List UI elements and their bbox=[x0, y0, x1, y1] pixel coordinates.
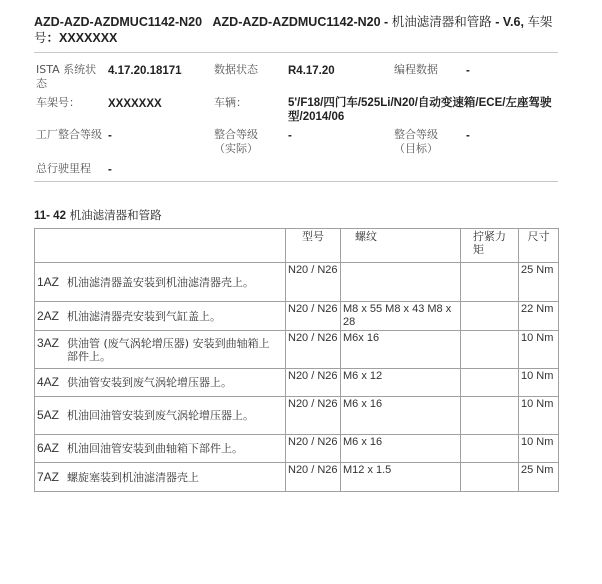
factory-level-label: 工厂整合等级 bbox=[36, 128, 102, 141]
table-row bbox=[35, 302, 559, 331]
row-position: 2AZ bbox=[37, 308, 60, 323]
row-torque bbox=[461, 331, 519, 369]
section-number: 11- 42 bbox=[34, 210, 66, 222]
row-description: 供油管 (废气涡轮增压器) 安装到曲轴箱上部件上。 bbox=[67, 336, 270, 363]
section-name: 机油滤清器和管路 bbox=[69, 208, 162, 222]
vehicle-label: 车辆： bbox=[214, 96, 247, 109]
row-size: 10 Nm bbox=[519, 331, 559, 369]
ista-label: ISTA 系统状态 bbox=[36, 63, 97, 90]
row-torque bbox=[461, 302, 519, 331]
row-model: N20 / N26 bbox=[286, 302, 341, 331]
row-description-cell bbox=[35, 263, 286, 302]
chassis-value: XXXXXXX bbox=[108, 98, 162, 110]
programming-value: - bbox=[466, 65, 470, 77]
info-divider bbox=[34, 181, 558, 182]
actual-level-label: 整合等级（实际） bbox=[214, 128, 258, 155]
row-position: 6AZ bbox=[37, 441, 60, 455]
row-description: 机油回油管安装到曲轴箱下部件上。 bbox=[67, 442, 243, 455]
table-row bbox=[35, 263, 559, 302]
row-position: 1AZ bbox=[37, 274, 60, 289]
row-size: 25 Nm bbox=[519, 263, 559, 302]
title-part-2: AZD-AZD-AZDMUC1142-N20 - bbox=[212, 15, 389, 29]
title-chassis-label: 车架号 bbox=[34, 15, 553, 45]
row-description-cell bbox=[35, 331, 286, 369]
header-thread: 螺纹 bbox=[341, 229, 461, 263]
target-level-label: 整合等级（目标） bbox=[394, 128, 438, 155]
actual-level-value: - bbox=[288, 130, 292, 142]
row-model: N20 / N26 bbox=[286, 369, 341, 397]
header-description bbox=[35, 229, 286, 263]
row-position: 5AZ bbox=[37, 408, 60, 422]
table-row bbox=[35, 435, 559, 463]
title-part-3: - V.6, bbox=[491, 15, 524, 29]
row-thread: M12 x 1.5 bbox=[341, 463, 461, 492]
title-chassis-value: ：XXXXXXX bbox=[46, 31, 118, 45]
row-thread: M6 x 16 bbox=[341, 435, 461, 463]
row-model: N20 / N26 bbox=[286, 463, 341, 492]
row-size: 10 Nm bbox=[519, 435, 559, 463]
row-torque bbox=[461, 263, 519, 302]
row-description-cell bbox=[35, 435, 286, 463]
table-row bbox=[35, 397, 559, 435]
table-row bbox=[35, 331, 559, 369]
page-title bbox=[34, 14, 568, 46]
row-torque bbox=[461, 435, 519, 463]
title-divider bbox=[34, 52, 558, 53]
row-thread: M8 x 55 M8 x 43 M8 x 28 bbox=[341, 302, 461, 331]
table-row bbox=[35, 369, 559, 397]
data-status-label: 数据状态 bbox=[214, 63, 258, 76]
row-description: 机油滤清器壳安装到气缸盖上。 bbox=[67, 309, 221, 323]
row-thread: M6x 16 bbox=[341, 331, 461, 369]
header-model: 型号 bbox=[286, 229, 341, 263]
row-torque bbox=[461, 369, 519, 397]
torque-spec-table bbox=[34, 228, 559, 492]
vehicle-value: 5'/F18/四门车/525Li/N20/自动变速箱/ECE/左座驾驶型/2014/06 bbox=[288, 97, 552, 123]
target-level-value: - bbox=[466, 130, 470, 142]
row-description-cell bbox=[35, 463, 286, 492]
mileage-value: - bbox=[108, 164, 112, 176]
header-torque: 拧紧力矩 bbox=[461, 229, 519, 263]
row-thread: M6 x 12 bbox=[341, 369, 461, 397]
row-size: 25 Nm bbox=[519, 463, 559, 492]
row-model: N20 / N26 bbox=[286, 331, 341, 369]
row-description: 机油滤清器盖安装到机油滤清器壳上。 bbox=[67, 275, 254, 289]
row-position: 3AZ bbox=[37, 335, 60, 350]
title-cn: 机油滤清器和管路 bbox=[391, 15, 492, 29]
table-row bbox=[35, 463, 559, 492]
title-part-1: AZD-AZD-AZDMUC1142-N20 bbox=[34, 15, 203, 29]
row-size: 10 Nm bbox=[519, 369, 559, 397]
section-title bbox=[34, 207, 162, 223]
row-thread bbox=[341, 263, 461, 302]
ista-value: 4.17.20.18171 bbox=[108, 65, 182, 77]
row-torque bbox=[461, 463, 519, 492]
mileage-label: 总行驶里程 bbox=[36, 162, 91, 175]
row-size: 22 Nm bbox=[519, 302, 559, 331]
row-description-cell bbox=[35, 369, 286, 397]
chassis-label: 车架号： bbox=[36, 96, 80, 109]
row-description: 供油管安装到废气涡轮增压器上。 bbox=[67, 376, 232, 389]
row-size: 10 Nm bbox=[519, 397, 559, 435]
table-header-row bbox=[35, 229, 559, 263]
row-description-cell bbox=[35, 302, 286, 331]
row-model: N20 / N26 bbox=[286, 435, 341, 463]
row-model: N20 / N26 bbox=[286, 263, 341, 302]
programming-label: 编程数据 bbox=[394, 63, 438, 76]
row-model: N20 / N26 bbox=[286, 397, 341, 435]
row-thread: M6 x 16 bbox=[341, 397, 461, 435]
row-position: 7AZ bbox=[37, 469, 60, 484]
row-description-cell bbox=[35, 397, 286, 435]
header-size: 尺寸 bbox=[519, 229, 559, 263]
row-torque bbox=[461, 397, 519, 435]
row-position: 4AZ bbox=[37, 375, 60, 389]
row-description: 机油回油管安装到废气涡轮增压器上。 bbox=[67, 409, 254, 422]
row-description: 螺旋塞装到机油滤清器壳上 bbox=[67, 470, 199, 484]
data-status-value: R4.17.20 bbox=[288, 65, 335, 77]
factory-level-value: - bbox=[108, 130, 112, 142]
